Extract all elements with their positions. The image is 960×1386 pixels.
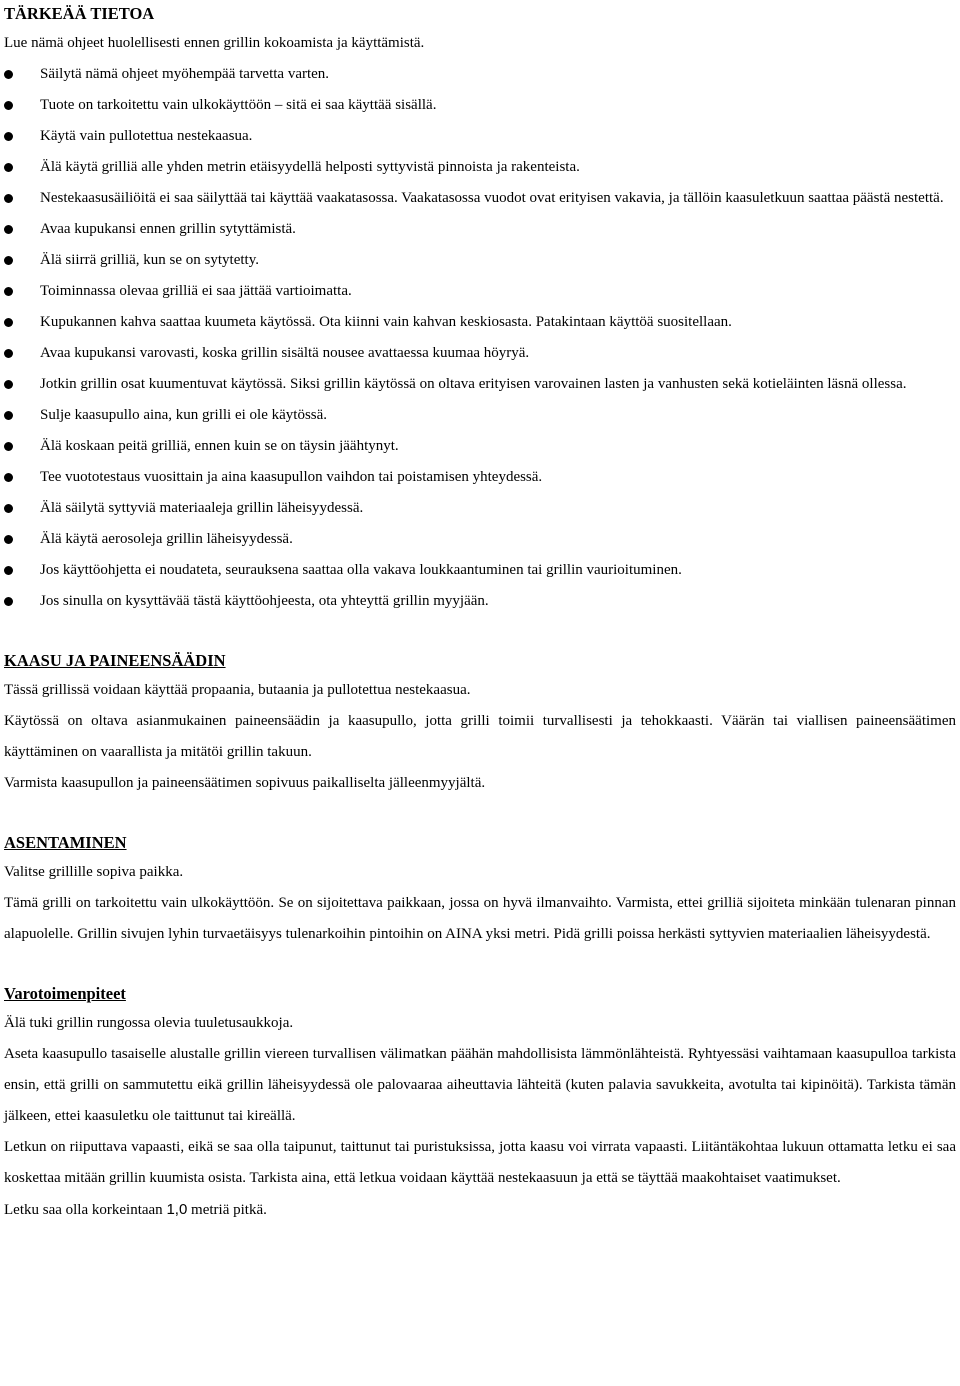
bullet-dot-icon: [4, 380, 13, 389]
bullet-dot-icon: [4, 473, 13, 482]
bullet-item: Älä säilytä syttyviä materiaaleja grillin läheisyydessä.: [4, 493, 956, 524]
bullet-dot-icon: [4, 256, 13, 265]
gas-paragraph: Varmista kaasupullon ja paineensäätimen sopivuus paikalliselta jälleenmyyjältä.: [4, 775, 486, 791]
safety-bullet-list: [4, 59, 956, 617]
bullet-dot-icon: [4, 349, 13, 358]
bullet-item: Käytä vain pullotettua nestekaasua.: [4, 121, 956, 152]
gas-paragraph: Käytössä on oltava asianmukainen paineensäädin ja kaasupullo, jotta grilli toimii turvallisesti ja tehokkaasti. Väärän tai viallisen paineensäätimen käyttäminen on vaarallista ja mitätöi grillin takuun.: [4, 713, 956, 760]
bullet-dot-icon: [4, 132, 13, 141]
precautions-last-line: Letku saa olla korkeintaan 1,0 metriä pitkä.: [4, 1201, 267, 1218]
bullet-item: Jotkin grillin osat kuumentuvat käytössä. Siksi grillin käytössä on oltava erityisen varovainen lasten ja vanhusten sekä kotieläinten läsnä ollessa.: [4, 369, 956, 400]
installation-paragraph: Tämä grilli on tarkoitettu vain ulkokäyttöön. Se on sijoitettava paikkaan, jossa on hyvä ilmanvaihto. Varmista, ettei grilliä sijoiteta minkään tulenaran pinnan alapuolelle. Grillin sivujen lyhin turvaetäisyys tulenarkoihin pintoihin on AINA yksi metri. Pidä grilli poissa herkästi syttyvien materiaalien läheisyydestä.: [4, 895, 956, 942]
bullet-dot-icon: [4, 70, 13, 79]
bullet-item: Jos sinulla on kysyttävää tästä käyttöohjeesta, ota yhteyttä grillin myyjään.: [4, 586, 956, 617]
bullet-item: Älä käytä grilliä alle yhden metrin etäisyydellä helposti syttyvistä pinnoista ja rakenteista.: [4, 152, 956, 183]
bullet-dot-icon: [4, 225, 13, 234]
bullet-item: Jos käyttöohjetta ei noudateta, seurauksena saattaa olla vakava loukkaantuminen tai grillin vaurioituminen.: [4, 555, 956, 586]
important-info-title: TÄRKEÄÄ TIETOA: [4, 4, 155, 23]
installation-paragraph: Valitse grillille sopiva paikka.: [4, 864, 184, 880]
bullet-item: Säilytä nämä ohjeet myöhempää tarvetta varten.: [4, 59, 956, 90]
bullet-item: Sulje kaasupullo aina, kun grilli ei ole käytössä.: [4, 400, 956, 431]
precautions-paragraph: Letkun on riiputtava vapaasti, eikä se saa olla taipunut, taittunut tai puristuksissa, jotta kaasu voi virrata vapaasti. Liitäntäkohtaa lukuun ottamatta letku ei saa koskettaa mitään grillin kuumista osista. Tarkista aina, että letkua voidaan käyttää nestekaasuun ja että se täyttää maakohtaiset vaatimukset.: [4, 1139, 956, 1186]
bullet-dot-icon: [4, 535, 13, 544]
bullet-dot-icon: [4, 504, 13, 513]
bullet-dot-icon: [4, 442, 13, 451]
important-info-intro: Lue nämä ohjeet huolellisesti ennen grillin kokoamista ja käyttämistä.: [4, 35, 425, 51]
bullet-item: Älä käytä aerosoleja grillin läheisyydessä.: [4, 524, 956, 555]
gas-regulator-title: KAASU JA PAINEENSÄÄDIN: [4, 651, 226, 670]
hose-length-value: 1,0: [166, 1201, 188, 1218]
bullet-dot-icon: [4, 194, 13, 203]
document-page: [4, 0, 956, 1226]
precautions-title: Varotoimenpiteet: [4, 984, 126, 1003]
bullet-item: Avaa kupukansi varovasti, koska grillin sisältä nousee avattaessa kuumaa höyryä.: [4, 338, 956, 369]
bullet-dot-icon: [4, 287, 13, 296]
precautions-paragraph: Älä tuki grillin rungossa olevia tuuletusaukkoja.: [4, 1015, 294, 1031]
bullet-dot-icon: [4, 163, 13, 172]
gas-paragraph: Tässä grillissä voidaan käyttää propaania, butaania ja pullotettua nestekaasua.: [4, 682, 471, 698]
bullet-dot-icon: [4, 101, 13, 110]
precautions-paragraph: Aseta kaasupullo tasaiselle alustalle grillin viereen turvallisen välimatkan päähän mahdollisista lämmönlähteistä. Ryhtyessäsi vaihtamaan kaasupulloa tarkista ensin, että grilli on sammutettu eikä grillin läheisyydessä ole palovaaraa aiheuttavia lähteitä (kuten palavia savukkeita, avotulta tai kipinöitä). Tarkista tämän jälkeen, ettei kaasuletku ole taittunut tai kireällä.: [4, 1046, 956, 1124]
section-spacer: [4, 950, 956, 980]
bullet-item: Toiminnassa olevaa grilliä ei saa jättää vartioimatta.: [4, 276, 956, 307]
bullet-dot-icon: [4, 566, 13, 575]
installation-title: ASENTAMINEN: [4, 833, 127, 852]
bullet-dot-icon: [4, 318, 13, 327]
bullet-item: Tee vuototestaus vuosittain ja aina kaasupullon vaihdon tai poistamisen yhteydessä.: [4, 462, 956, 493]
bullet-dot-icon: [4, 411, 13, 420]
bullet-item: Nestekaasusäiliöitä ei saa säilyttää tai käyttää vaakatasossa. Vaakatasossa vuodot ovat erityisen vakavia, ja tällöin kaasuletkuun saattaa päästä nestettä.: [4, 183, 956, 214]
section-spacer: [4, 617, 956, 647]
section-spacer: [4, 799, 956, 829]
bullet-item: Älä siirrä grilliä, kun se on sytytetty.: [4, 245, 956, 276]
bullet-item: Älä koskaan peitä grilliä, ennen kuin se on täysin jäähtynyt.: [4, 431, 956, 462]
bullet-item: Kupukannen kahva saattaa kuumeta käytössä. Ota kiinni vain kahvan keskiosasta. Patakintaan käyttöä suositellaan.: [4, 307, 956, 338]
bullet-dot-icon: [4, 597, 13, 606]
bullet-item: Tuote on tarkoitettu vain ulkokäyttöön – sitä ei saa käyttää sisällä.: [4, 90, 956, 121]
bullet-item: Avaa kupukansi ennen grillin sytyttämistä.: [4, 214, 956, 245]
